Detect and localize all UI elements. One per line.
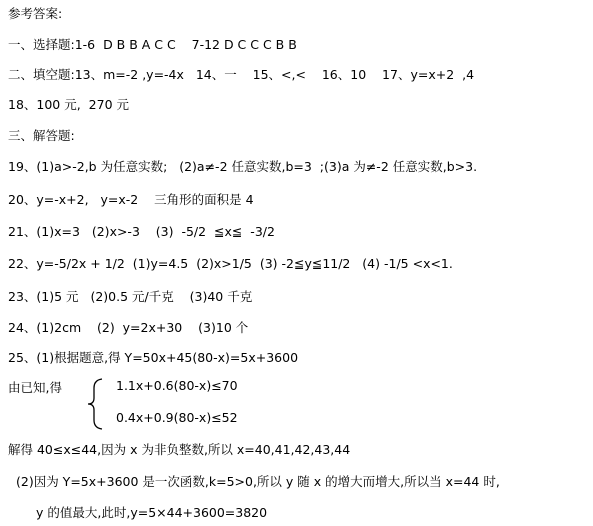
answer-25-part1: 25、(1)根据题意,得 Y=50x+45(80-x)=5x+3600	[8, 350, 299, 365]
answer-22: 22、y=-5/2x + 1/2 (1)y=4.5 (2)x>1/5 (3) -2≦y≦11/2 (4) -1/5 <x<1.	[8, 256, 453, 271]
answer-24: 24、(1)2cm (2) y=2x+30 (3)10 个	[8, 320, 249, 335]
multiple-choice-answers: 一、选择题:1-6 D B B A C C 7-12 D C C C B B	[8, 37, 297, 52]
fill-blank-answers: 二、填空题:13、m=-2 ,y=-4x 14、一 15、<,< 16、10 17、y=x+2 ,4	[8, 67, 475, 82]
answer-25-part2: (2)因为 Y=5x+3600 是一次函数,k=5>0,所以 y 随 x 的增大而增大,所以当 x=44 时,	[16, 474, 500, 489]
answer-21: 21、(1)x=3 (2)x>-3 (3) -5/2 ≦x≦ -3/2	[8, 224, 275, 239]
answer-23: 23、(1)5 元 (2)0.5 元/千克 (3)40 千克	[8, 289, 253, 304]
answer-18: 18、100 元, 270 元	[8, 97, 129, 112]
heading-solutions: 三、解答题:	[8, 128, 75, 143]
heading-answers: 参考答案:	[8, 6, 63, 21]
given-text: 由已知,得	[8, 380, 62, 395]
system-brace	[86, 378, 110, 430]
answer-19: 19、(1)a>-2,b 为任意实数; (2)a≠-2 任意实数,b=3 ;(3)a 为≠-2 任意实数,b>3.	[8, 159, 478, 174]
answer-20: 20、y=-x+2, y=x-2 三角形的面积是 4	[8, 192, 254, 207]
solution-range: 解得 40≤x≤44,因为 x 为非负整数,所以 x=40,41,42,43,44	[8, 442, 351, 457]
inequality-2: 0.4x+0.9(80-x)≤52	[116, 410, 238, 425]
max-value: y 的值最大,此时,y=5×44+3600=3820	[36, 505, 268, 520]
inequality-1: 1.1x+0.6(80-x)≤70	[116, 378, 238, 393]
